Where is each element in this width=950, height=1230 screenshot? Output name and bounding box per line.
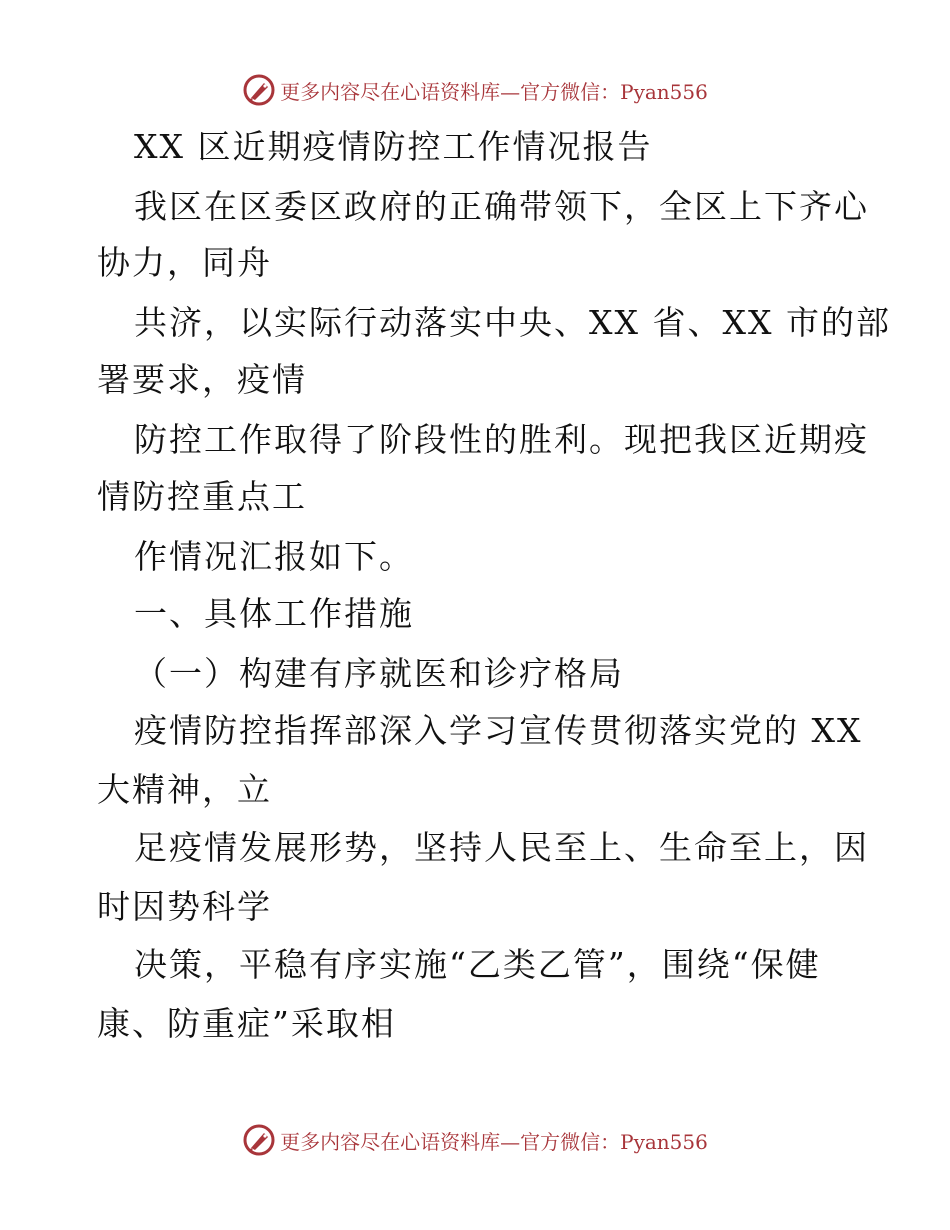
paragraph-line: 时因势科学: [97, 887, 272, 926]
paragraph-line: 康、防重症”采取相: [97, 1004, 396, 1043]
paragraph-line: 决策，平稳有序实施“乙类乙管”，围绕“保健: [134, 945, 821, 984]
paragraph-line: 情防控重点工: [97, 477, 307, 516]
paragraph-line: 作情况汇报如下。: [134, 537, 414, 576]
paragraph-line: 我区在区委区政府的正确带领下，全区上下齐心: [134, 187, 869, 226]
footer-banner: [0, 1120, 950, 1160]
subsection-heading: （一）构建有序就医和诊疗格局: [134, 654, 624, 693]
footer-banner-text: 更多内容尽在心语资料库—官方微信：Pyan556: [280, 1129, 708, 1154]
header-banner-text: 更多内容尽在心语资料库—官方微信：Pyan556: [280, 79, 708, 104]
paragraph-line: 署要求，疫情: [97, 360, 307, 399]
paragraph-line: 足疫情发展形势，坚持人民至上、生命至上，因: [134, 828, 869, 867]
pen-nib-logo-icon: [242, 1123, 276, 1157]
document-title: XX 区近期疫情防控工作情况报告: [134, 127, 653, 166]
header-banner: [0, 70, 950, 110]
section-heading: 一、具体工作措施: [134, 594, 414, 633]
paragraph-line: 大精神，立: [97, 770, 272, 809]
paragraph-line: 协力，同舟: [97, 243, 272, 282]
paragraph-line: 疫情防控指挥部深入学习宣传贯彻落实党的 XX: [134, 711, 863, 750]
paragraph-line: 共济，以实际行动落实中央、XX 省、XX 市的部: [134, 303, 891, 342]
paragraph-line: 防控工作取得了阶段性的胜利。现把我区近期疫: [134, 420, 869, 459]
pen-nib-logo-icon: [242, 73, 276, 107]
